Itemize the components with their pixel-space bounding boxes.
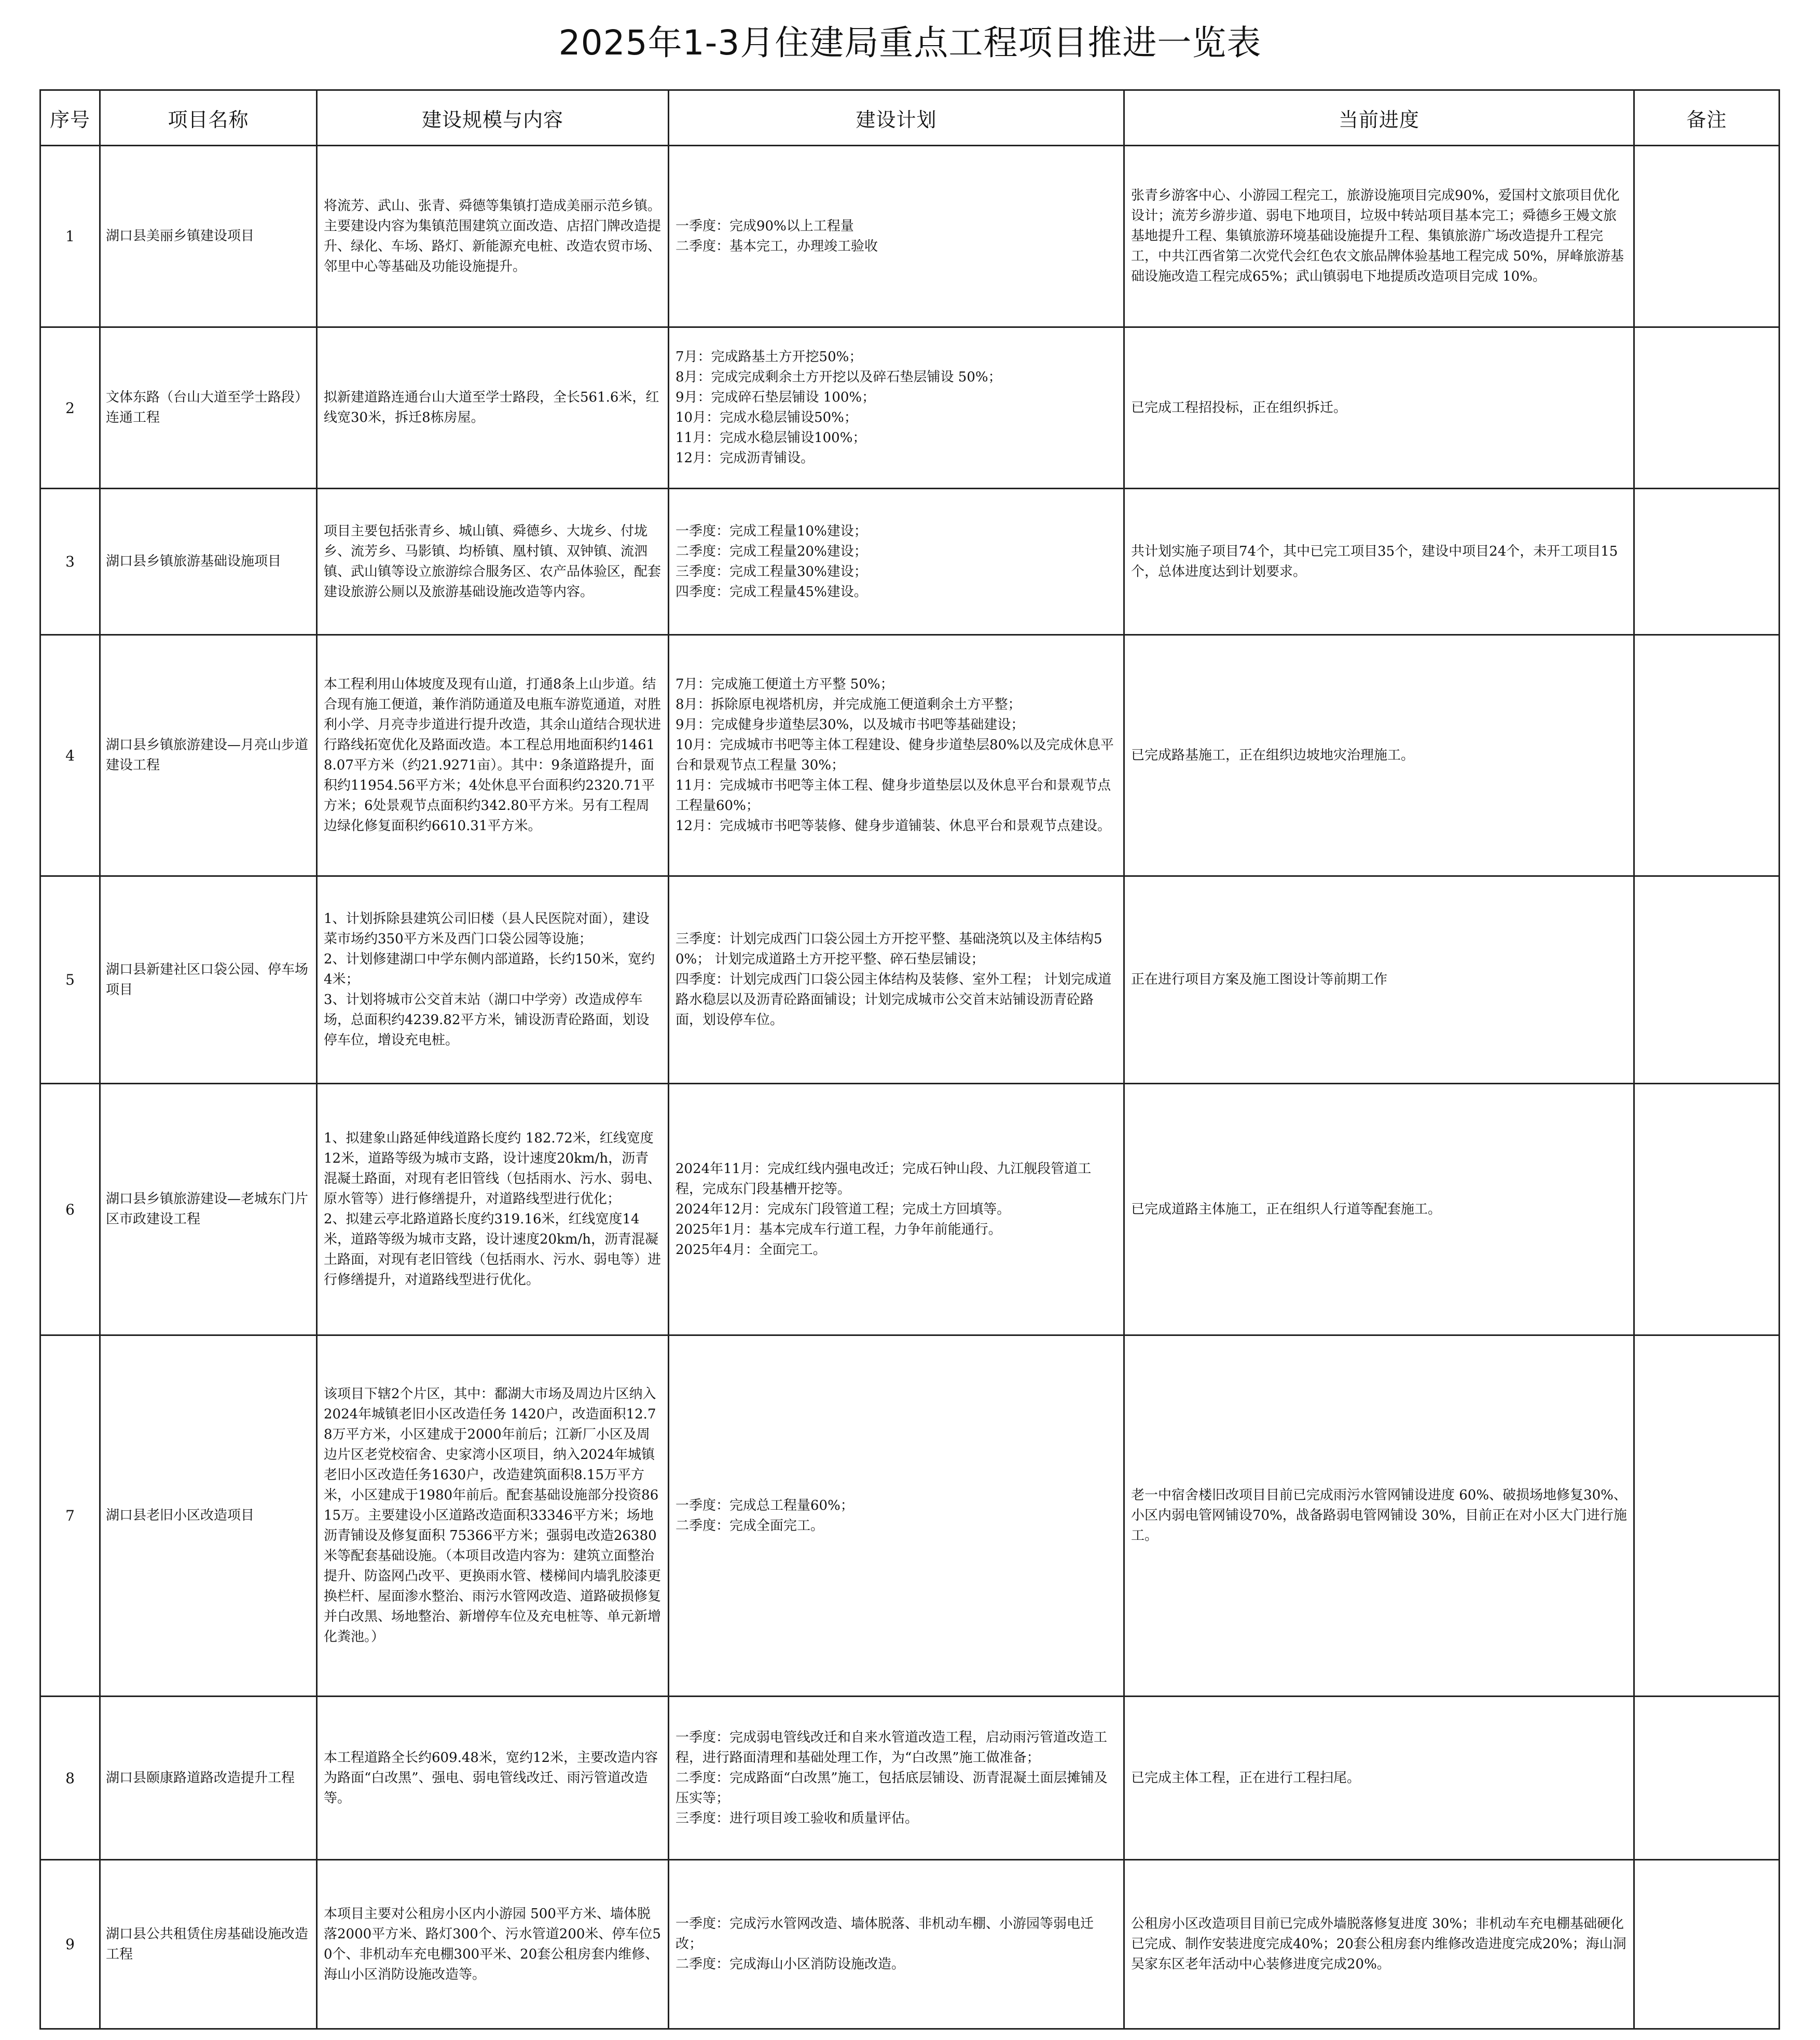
row-project-name: 湖口县美丽乡镇建设项目: [106, 228, 255, 244]
header-name: 项目名称: [100, 90, 317, 146]
row-progress: 已完成主体工程，正在进行工程扫尾。: [1131, 1770, 1361, 1786]
row-scale: 将流芳、武山、张青、舜德等集镇打造成美丽示范乡镇。主要建设内容为集镇范围建筑立面改造、店招门牌改造提升、绿化、车场、路灯、新能源充电桩、改造农贸市场、邻里中心等基础及功能设施提升。: [324, 198, 661, 274]
row-remark: [1634, 635, 1780, 876]
row-project-name: 湖口县乡镇旅游建设—老城东门片区市政建设工程: [106, 1191, 309, 1227]
row-plan: 一季度：完成污水管网改造、墙体脱落、非机动车棚、小游园等弱电迁改； 二季度：完成海山小区消防设施改造。: [675, 1916, 1094, 1972]
header-progress: 当前进度: [1124, 90, 1634, 146]
row-no: 9: [40, 1860, 100, 2029]
row-progress: 已完成路基施工，正在组织边坡地灾治理施工。: [1131, 747, 1415, 763]
row-plan: 一季度：完成工程量10%建设； 二季度：完成工程量20%建设； 三季度：完成工程量30%建设； 四季度：完成工程量45%建设。: [675, 523, 867, 600]
row-remark: [1634, 489, 1780, 635]
row-remark: [1634, 1335, 1780, 1697]
row-plan: 三季度：计划完成西门口袋公园土方开挖平整、基础浇筑以及主体结构50%； 计划完成道路土方开挖平整、碎石垫层铺设； 四季度：计划完成西门口袋公园主体结构及装修、室外工程； 计划完成道路水稳层以及沥青砼路面铺设；计划完成城市公交首末站铺设沥青砼路面，划设停车位。: [675, 931, 1112, 1028]
row-plan: 一季度：完成总工程量60%； 二季度：完成全面完工。: [675, 1497, 854, 1534]
table-row: [40, 635, 1780, 876]
table-row: [40, 1697, 1780, 1860]
table-row: [40, 146, 1780, 327]
row-project-name: 湖口县乡镇旅游建设—月亮山步道建设工程: [106, 737, 309, 773]
row-project-name: 湖口县公共租赁住房基础设施改造工程: [106, 1926, 309, 1962]
row-scale: 1、计划拆除县建筑公司旧楼（县人民医院对面），建设菜市场约350平方米及西门口袋公园等设施； 2、计划修建湖口中学东侧内部道路，长约150米，宽约4米； 3、计划将城市公交首末站（湖口中学旁）改造成停车场，总面积约4239.82平方米，铺设沥青砼路面，划设停车位，增设充电桩。: [324, 911, 655, 1048]
page-title: 2025年1-3月住建局重点工程项目推进一览表: [558, 23, 1262, 63]
row-progress: 张青乡游客中心、小游园工程完工，旅游设施项目完成90%，爱国村文旅项目优化设计；流芳乡游步道、弱电下地项目，垃圾中转站项目基本完工；舜德乡王嫚文旅基地提升工程、集镇旅游环境基础设施提升工程、集镇旅游广场改造提升工程完工，中共江西省第二次党代会红色农文旅品牌体验基地工程完成 50%，屏峰旅游基础设施改造工程完成65%；武山镇弱电下地提质改造项目完成 10%。: [1131, 188, 1624, 284]
row-remark: [1634, 876, 1780, 1084]
row-remark: [1634, 327, 1780, 489]
table-header-row: [40, 90, 1780, 146]
row-no: 6: [40, 1084, 100, 1335]
row-project-name: 湖口县新建社区口袋公园、停车场项目: [106, 961, 309, 998]
row-remark: [1634, 1084, 1780, 1335]
table-row: [40, 1860, 1780, 2029]
row-remark: [1634, 1860, 1780, 2029]
row-no: 8: [40, 1697, 100, 1860]
header-remark: 备注: [1634, 90, 1780, 146]
row-progress: 已完成工程招投标，正在组织拆迁。: [1131, 399, 1347, 416]
row-remark: [1634, 146, 1780, 327]
row-plan: 7月：完成施工便道土方平整 50%； 8月：拆除原电视塔机房，并完成施工便道剩余土方平整； 9月：完成健身步道垫层30%，以及城市书吧等基础建设； 10月：完成城市书吧等主体工程建设、健身步道垫层80%以及完成休息平台和景观节点工程量 30%； 11月：完成城市书吧等主体工程、健身步道垫层以及休息平台和景观节点工程量60%； 12月：完成城市书吧等装修、健身步道铺装、休息平台和景观节点建设。: [675, 677, 1114, 834]
row-scale: 该项目下辖2个片区，其中：鄱湖大市场及周边片区纳入2024年城镇老旧小区改造任务 1420户，改造面积12.78万平方米，小区建成于2000年前后；江新厂小区及周边片区老党校宿舍、史家湾小区项目，纳入2024年城镇老旧小区改造任务1630户，改造建筑面积8.15万平方米，小区建成于1980年前后。配套基础设施部分投资8615万。主要建设小区道路改造面积33346平方米；场地沥青铺设及修复面积 75366平方米；强弱电改造26380米等配套基础设施。（本项目改造内容为：建筑立面整治提升、防盗网凸改平、更换雨水管、楼梯间内墙乳胶漆更换栏杆、屋面渗水整治、雨污水管网改造、道路破损修复并白改黑、场地整治、新增停车位及充电桩等、单元新增化粪池。）: [324, 1386, 661, 1645]
row-scale: 本项目主要对公租房小区内小游园 500平方米、墙体脱落2000平方米、路灯300个、污水管道200米、停车位50个、非机动车充电棚300平米、20套公租房套内维修、海山小区消防设施改造等。: [324, 1906, 661, 1982]
row-no: 1: [40, 146, 100, 327]
table-row: [40, 876, 1780, 1084]
row-scale: 项目主要包括张青乡、城山镇、舜德乡、大垅乡、付垅乡、流芳乡、马影镇、均桥镇、凰村镇、双钟镇、流泗镇、武山镇等设立旅游综合服务区、农产品体验区，配套建设旅游公厕以及旅游基础设施改造等内容。: [324, 523, 661, 600]
row-project-name: 湖口县颐康路道路改造提升工程: [106, 1770, 295, 1786]
row-no: 5: [40, 876, 100, 1084]
row-progress: 老一中宿舍楼旧改项目目前已完成雨污水管网铺设进度 60%、破损场地修复30%、小区内弱电管网铺设70%，战备路弱电管网铺设 30%，目前正在对小区大门进行施工。: [1131, 1487, 1627, 1543]
row-no: 2: [40, 327, 100, 489]
row-no: 7: [40, 1335, 100, 1697]
row-plan: 一季度：完成90%以上工程量 二季度：基本完工，办理竣工验收: [675, 218, 878, 254]
table-row: [40, 327, 1780, 489]
header-scale: 建设规模与内容: [317, 90, 669, 146]
row-progress: 共计划实施子项目74个，其中已完工项目35个，建设中项目24个，未开工项目15个，总体进度达到计划要求。: [1131, 543, 1618, 580]
row-scale: 本工程道路全长约609.48米，宽约12米，主要改造内容为路面“白改黑”、强电、弱电管线改迁、雨污管道改造等。: [324, 1749, 658, 1806]
row-plan: 一季度：完成弱电管线改迁和自来水管道改造工程，启动雨污管道改造工程，进行路面清理和基础处理工作，为“白改黑”施工做准备； 二季度：完成路面“白改黑”施工，包括底层铺设、沥青混凝土面层摊铺及压实等； 三季度：进行项目竣工验收和质量评估。: [675, 1729, 1108, 1826]
table-row: [40, 1335, 1780, 1697]
header-plan: 建设计划: [669, 90, 1124, 146]
row-project-name: 文体东路（台山大道至学士路段）连通工程: [106, 390, 309, 425]
row-no: 4: [40, 635, 100, 876]
row-plan: 2024年11月：完成红线内强电改迁；完成石钟山段、九江舰段管道工程，完成东门段基槽开挖等。 2024年12月：完成东门段管道工程；完成土方回填等。 2025年1月：基本完成车行道工程，力争年前能通行。 2025年4月：全面完工。: [675, 1161, 1092, 1258]
row-progress: 已完成道路主体施工，正在组织人行道等配套施工。: [1131, 1201, 1442, 1217]
table-row: [40, 489, 1780, 635]
row-progress: 正在进行项目方案及施工图设计等前期工作: [1131, 972, 1388, 987]
row-plan: 7月：完成路基土方开挖50%； 8月：完成完成剩余土方开挖以及碎石垫层铺设 50%； 9月：完成碎石垫层铺设 100%； 10月：完成水稳层铺设50%； 11月：完成水稳层铺设100%； 12月：完成沥青铺设。: [675, 349, 1002, 466]
row-project-name: 湖口县老旧小区改造项目: [106, 1508, 255, 1523]
row-scale: 本工程利用山体坡度及现有山道，打通8条上山步道。结合现有施工便道，兼作消防通道及电瓶车游览通道，对胜利小学、月亮寺步道进行提升改造，其余山道结合现状进行路线拓宽优化及路面改造。本工程总用地面积约14618.07平方米（约21.9271亩）。其中：9条道路提升，面积约11954.56平方米；4处休息平台面积约2320.71平方米；6处景观节点面积约342.80平方米。另有工程周边绿化修复面积约6610.31平方米。: [324, 677, 661, 834]
project-table: [39, 89, 1780, 2030]
row-remark: [1634, 1697, 1780, 1860]
row-progress: 公租房小区改造项目目前已完成外墙脱落修复进度 30%；非机动车充电棚基础硬化已完成、制作安装进度完成40%；20套公租房套内维修改造进度完成20%；海山洞吴家东区老年活动中心装修进度完成20%。: [1131, 1916, 1626, 1972]
row-scale: 拟新建道路连通台山大道至学士路段，全长561.6米，红线宽30米，拆迁8栋房屋。: [324, 390, 659, 425]
row-scale: 1、拟建象山路延伸线道路长度约 182.72米，红线宽度12米，道路等级为城市支路，设计速度20km/h，沥青混凝土路面，对现有老旧管线（包括雨水、污水、弱电、原水管等）进行修缮提升，对道路线型进行优化； 2、拟建云亭北路道路长度约319.16米，红线宽度14米，道路等级为城市支路，设计速度20km/h，沥青混凝土路面，对现有老旧管线（包括雨水、污水、弱电等）进行修缮提升，对道路线型进行优化。: [324, 1131, 661, 1288]
header-no: 序号: [40, 90, 100, 146]
row-no: 3: [40, 489, 100, 635]
row-project-name: 湖口县乡镇旅游基础设施项目: [106, 554, 282, 569]
table-row: [40, 1084, 1780, 1335]
